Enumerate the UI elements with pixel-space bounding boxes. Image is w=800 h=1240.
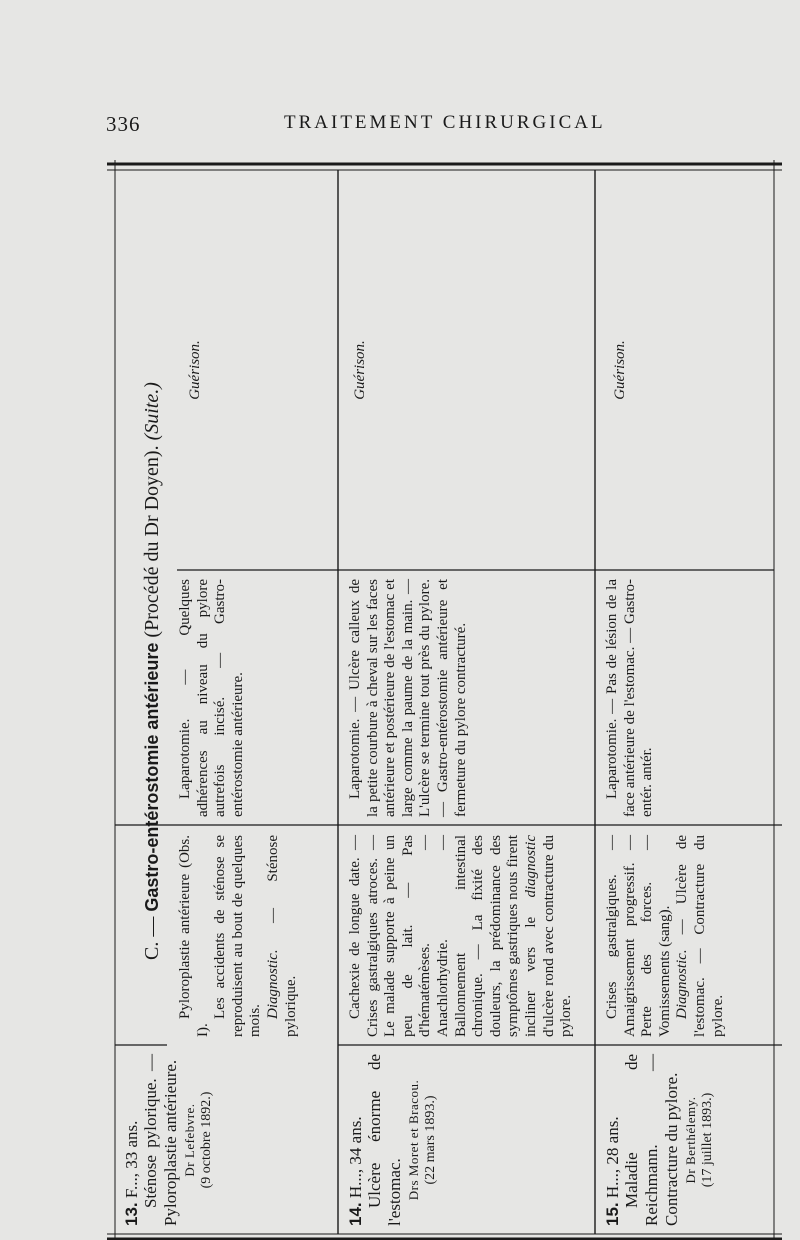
- observation-14-result: Guérison.: [352, 340, 368, 400]
- observation-14-history: Cachexie de longue date. — Crises gastralgiques atroces. — Le malade supporte à peine un peu de lait. — Pas d'hématémèses. — Anachlorhydrie. — Ballonnement intestinal chronique. — La fixité des douleurs, la prédominance des symptômes gastriques nous firent incliner vers le diagnostic d'ulcère rond avec contracture du pylore.: [347, 835, 575, 1037]
- observation-13-case: 13. F..., 33 ans. Sténose pylorique. — Pyloroplastie antérieure. Dr Lefebvre. (9 octobre 1892.): [122, 1054, 215, 1226]
- observation-15-operation: Laparotomie. — Pas de lésion de la face antérieure de l'estomac. — Gastro-entér. antér.: [604, 579, 656, 817]
- observation-14-case: 14. H..., 34 ans. Ulcère énorme de l'estomac. Drs Moret et Bracou. (22 mars 1893.): [346, 1054, 439, 1226]
- observations-table: [107, 160, 782, 1240]
- observation-13-result: Guérison.: [187, 340, 203, 400]
- observation-13-operation: Laparotomie. — Quelques adhérences au niveau du pylore autrefois incisé. — Gastro-entérostomie antérieure.: [177, 579, 246, 817]
- observation-15-case: 15. H..., 28 ans. Maladie de Reichmann. — Contracture du pylore. Dr Berthélemy. (17 juillet 1893.): [603, 1054, 716, 1226]
- observation-15-history: Crises gastralgiques. — Amaigrissement progressif. — Perte des forces. — Vomissements (sang). Diagnostic. — Ulcère de l'estomac. — Contracture du pylore.: [604, 835, 726, 1037]
- running-header: TRAITEMENT CHIRURGICAL: [284, 112, 606, 133]
- section-title: C. — Gastro-entérostomie antérieure (Procédé du Dr Doyen). (Suite.): [141, 382, 163, 960]
- observation-14-operation: Laparotomie. — Ulcère calleux de la petite courbure à cheval sur les faces antérieure et postérieure de l'estomac et large comme la paume de la main. — L'ulcère se termine tout près du pylore. — Gastro-entérostomie antérieure et fermeture du pylore contracturé.: [347, 579, 469, 817]
- observation-15-result: Guérison.: [612, 340, 628, 400]
- page-number: 336: [106, 112, 141, 136]
- observation-13-history: Pyloroplastie antérieure (Obs. I). Les accidents de sténose se reproduisent au bout de quelques mois. Diagnostic. — Sténose pylorique.: [177, 835, 299, 1037]
